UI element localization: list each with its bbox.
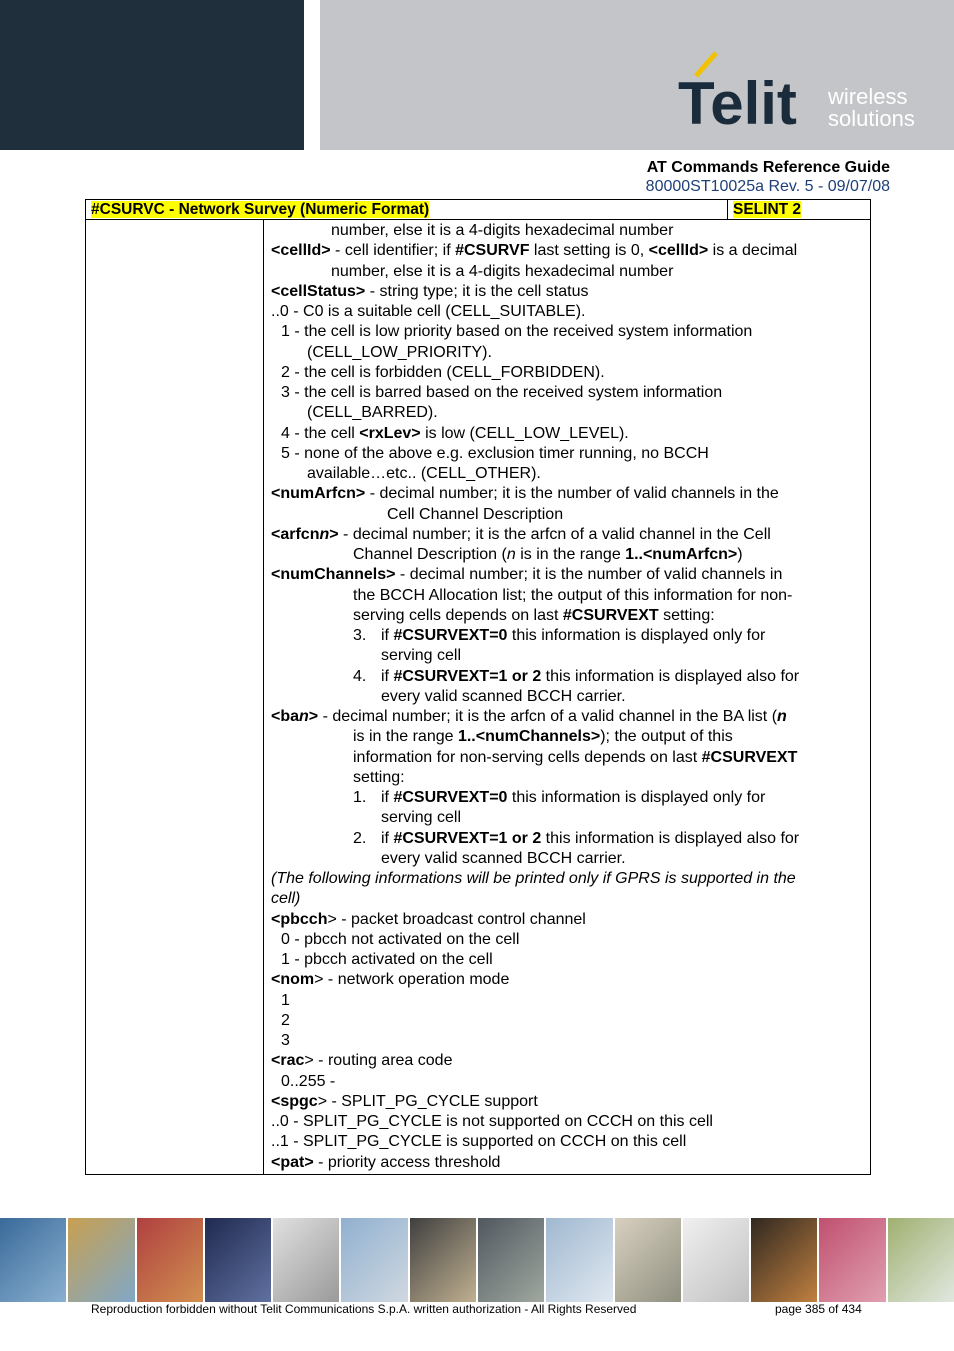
header-dark-panel <box>0 0 304 150</box>
photo-tile <box>137 1218 203 1302</box>
photo-tile <box>751 1218 817 1302</box>
text-line: serving cell <box>381 809 462 827</box>
photo-tile <box>478 1218 544 1302</box>
logo-sub-solutions: solutions <box>828 106 915 131</box>
logo-sub-wireless: wireless <box>828 84 908 109</box>
text-line: number, else it is a 4-digits hexadecimal number <box>331 222 674 239</box>
photo-tile <box>205 1218 271 1302</box>
text-line: 2 - the cell is forbidden (CELL_FORBIDDEN). <box>281 363 605 381</box>
text-line: is in the range 1..<numChannels>); the output of this <box>353 728 733 746</box>
table-left-column <box>86 220 264 1174</box>
gprs-note: (The following informations will be printed only if GPRS is supported in the <box>271 870 796 887</box>
text-line: 5 - none of the above e.g. exclusion timer running, no BCCH <box>281 444 709 462</box>
footer-photo-strip <box>0 1218 954 1302</box>
selint-label: SELINT 2 <box>733 201 802 218</box>
list-item: 2. if #CSURVEXT=1 or 2 this information is displayed also for <box>353 829 800 847</box>
text-line: ..0 - C0 is a suitable cell (CELL_SUITABLE). <box>271 303 586 320</box>
param-spgc: <spgc> - SPLIT_PG_CYCLE support <box>271 1092 538 1110</box>
param-nom: <nom> - network operation mode <box>271 971 510 989</box>
photo-tile <box>888 1218 954 1302</box>
text-line: every valid scanned BCCH carrier. <box>381 687 626 705</box>
text-line: the BCCH Allocation list; the output of this information for non- <box>353 586 793 604</box>
gprs-note: cell) <box>271 890 301 908</box>
photo-tile <box>683 1218 749 1302</box>
photo-tile <box>546 1218 612 1302</box>
photo-tile <box>410 1218 476 1302</box>
logo-wordmark: Telit <box>678 70 797 137</box>
param-cellstatus: <cellStatus> - string type; it is the cell status <box>271 282 589 300</box>
text-line: Channel Description (n is in the range 1..<numArfcn>) <box>353 546 743 563</box>
param-pbcch: <pbcch> - packet broadcast control channel <box>271 910 586 928</box>
text-line: number, else it is a 4-digits hexadecimal number <box>331 262 674 280</box>
text-line: Cell Channel Description <box>387 505 564 523</box>
text-line: 1 - pbcch activated on the cell <box>281 951 493 968</box>
text-line: serving cell <box>381 647 462 665</box>
photo-tile <box>0 1218 66 1302</box>
photo-tile <box>615 1218 681 1302</box>
text-line: information for non-serving cells depends on last #CSURVEXT <box>353 748 798 766</box>
param-arfcn: <arfcnn> - decimal number; it is the arfcn of a valid channel in the Cell <box>271 525 771 543</box>
text-line: ..1 - SPLIT_PG_CYCLE is supported on CCCH on this cell <box>271 1133 687 1151</box>
text-line: (CELL_LOW_PRIORITY). <box>307 343 492 361</box>
list-item: 3. if #CSURVEXT=0 this information is displayed only for <box>353 627 766 644</box>
telit-logo <box>676 48 936 138</box>
param-rac: <rac> - routing area code <box>271 1052 453 1070</box>
text-line: (CELL_BARRED). <box>307 404 438 422</box>
text-line: serving cells depends on last #CSURVEXT setting: <box>353 606 715 624</box>
command-table <box>85 199 871 1175</box>
selint-cell <box>728 200 870 219</box>
param-pat: <pat> - priority access threshold <box>271 1153 501 1171</box>
text-line: 4 - the cell <rxLev> is low (CELL_LOW_LEVEL). <box>281 424 629 442</box>
list-item: 1. if #CSURVEXT=0 this information is displayed only for <box>353 789 766 806</box>
photo-tile <box>341 1218 407 1302</box>
text-line: 0..255 - <box>281 1072 336 1090</box>
text-line: 3 <box>281 1032 290 1049</box>
footer-page-number: page 385 of 434 <box>775 1302 862 1316</box>
text-line: 3 - the cell is barred based on the received system information <box>281 384 723 401</box>
table-body-cell <box>271 221 866 1173</box>
text-line: 2 <box>281 1011 290 1029</box>
list-item: 4. if #CSURVEXT=1 or 2 this information is displayed also for <box>353 667 800 685</box>
param-numchannels: <numChannels> - decimal number; it is the number of valid channels in <box>271 566 783 584</box>
command-title-cell <box>86 200 728 219</box>
text-line: ..0 - SPLIT_PG_CYCLE is not supported on CCCH on this cell <box>271 1113 713 1130</box>
guide-title: AT Commands Reference Guide <box>646 159 890 176</box>
footer-copyright: Reproduction forbidden without Telit Communications S.p.A. written authorization - All Rights Reserved <box>91 1302 637 1316</box>
param-cellid: <cellId> - cell identifier; if #CSURVF last setting is 0, <cellId> is a decimal <box>271 242 798 260</box>
param-ban: <ban> - decimal number; it is the arfcn of a valid channel in the BA list (n <box>271 708 787 725</box>
param-numarfcn: <numArfcn> - decimal number; it is the number of valid channels in the <box>271 485 779 503</box>
text-line: setting: <box>353 768 405 786</box>
text-line: available…etc.. (CELL_OTHER). <box>307 465 541 482</box>
text-line: every valid scanned BCCH carrier. <box>381 849 626 867</box>
guide-revision: 80000ST10025a Rev. 5 - 09/07/08 <box>645 178 890 195</box>
command-title: #CSURVC - Network Survey (Numeric Format) <box>91 201 430 218</box>
table-header-row <box>86 200 870 220</box>
photo-tile <box>273 1218 339 1302</box>
text-line: 1 - the cell is low priority based on the received system information <box>281 323 753 341</box>
text-line: 0 - pbcch not activated on the cell <box>281 930 520 948</box>
photo-tile <box>819 1218 885 1302</box>
photo-tile <box>68 1218 134 1302</box>
text-line: 1 <box>281 991 290 1009</box>
